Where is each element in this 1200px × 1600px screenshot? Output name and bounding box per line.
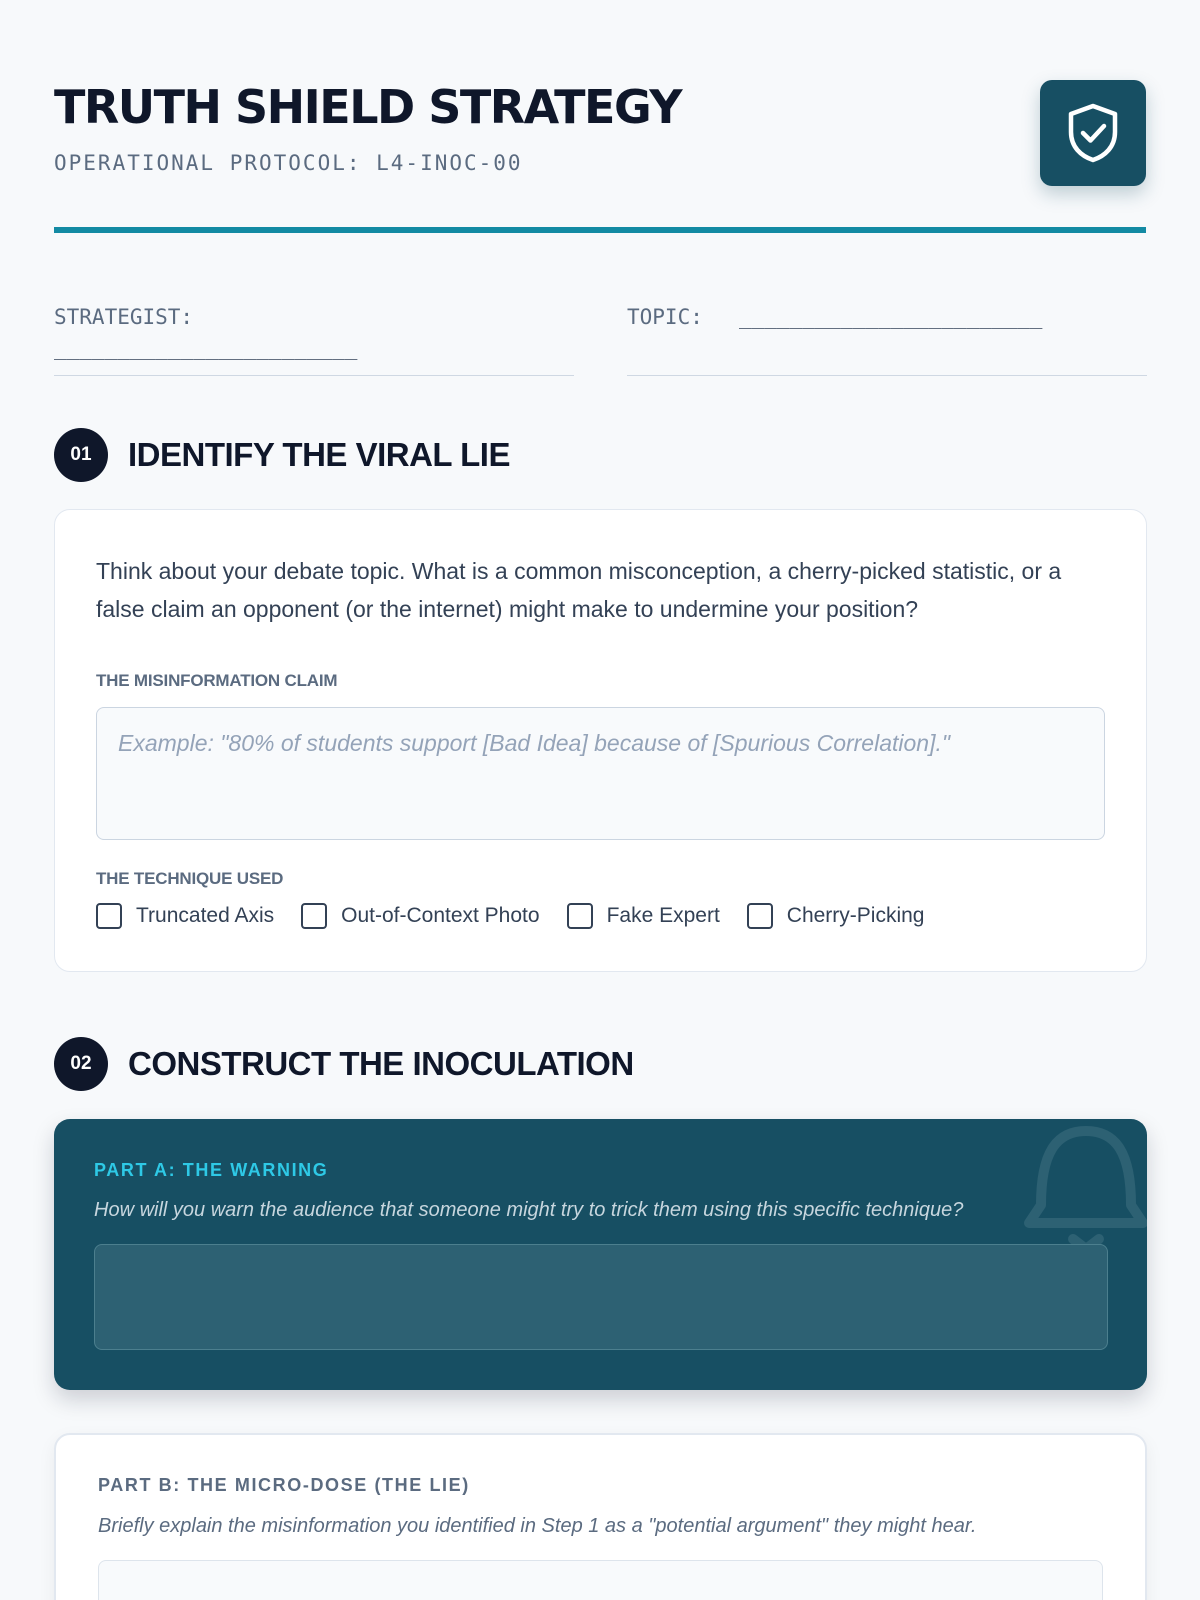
part-b-card	[54, 1433, 1147, 1600]
technique-label-text: Out-of-Context Photo	[341, 904, 540, 927]
step2-header	[54, 1037, 634, 1091]
header	[54, 80, 1146, 234]
technique-options	[96, 903, 951, 929]
checkbox[interactable]	[96, 903, 122, 929]
warning-input[interactable]	[95, 1245, 1107, 1349]
claim-input-box[interactable]	[96, 707, 1105, 840]
technique-option-fake-expert[interactable]	[567, 903, 720, 929]
checkbox[interactable]	[747, 903, 773, 929]
step2-number: 02	[54, 1037, 108, 1091]
technique-label-text: Fake Expert	[606, 904, 720, 927]
step1-number: 01	[54, 428, 108, 482]
topic-blank: ________________________	[739, 305, 1043, 329]
claim-label: THE MISINFORMATION CLAIM	[96, 671, 338, 690]
technique-label-text: Cherry-Picking	[786, 904, 925, 927]
strategist-label: STRATEGIST:	[54, 305, 194, 329]
step1-header	[54, 428, 510, 482]
step2-title: CONSTRUCT THE INOCULATION	[128, 1045, 634, 1082]
part-b-label: PART B: THE MICRO-DOSE (THE LIE)	[98, 1475, 470, 1495]
meta-fields	[54, 300, 1146, 376]
part-a-panel	[54, 1119, 1147, 1390]
topic-field[interactable]	[627, 300, 1147, 376]
warning-input-box[interactable]	[94, 1244, 1108, 1350]
micro-dose-input-box[interactable]	[98, 1560, 1103, 1600]
shield-check-icon	[1040, 80, 1146, 186]
checkbox[interactable]	[301, 903, 327, 929]
part-b-hint: Briefly explain the misinformation you identified in Step 1 as a "potential argument" they might hear.	[98, 1515, 977, 1537]
strategist-field[interactable]	[54, 300, 574, 376]
part-a-label: PART A: THE WARNING	[94, 1160, 329, 1180]
page-title: TRUTH SHIELD STRATEGY	[54, 80, 682, 134]
technique-label-text: Truncated Axis	[136, 904, 275, 927]
protocol-subtitle: OPERATIONAL PROTOCOL: L4-INOC-00	[54, 151, 523, 175]
checkbox[interactable]	[567, 903, 593, 929]
step1-intro: Think about your debate topic. What is a common misconception, a cherry-picked statistic, or a false claim an opponent (or the internet) might make to undermine your position?	[96, 558, 1062, 622]
header-divider	[54, 227, 1146, 233]
technique-label: THE TECHNIQUE USED	[96, 869, 284, 888]
step1-card	[54, 509, 1147, 972]
technique-option-out-of-context-photo[interactable]	[301, 903, 539, 929]
technique-option-truncated-axis[interactable]	[96, 903, 274, 929]
technique-option-cherry-picking[interactable]	[747, 903, 925, 929]
claim-input[interactable]	[118, 730, 1083, 817]
strategist-blank: ________________________	[54, 336, 358, 360]
step1-title: IDENTIFY THE VIRAL LIE	[128, 436, 510, 473]
topic-label: TOPIC:	[627, 305, 703, 329]
part-a-hint: How will you warn the audience that someone might try to trick them using this specific technique?	[94, 1199, 964, 1221]
